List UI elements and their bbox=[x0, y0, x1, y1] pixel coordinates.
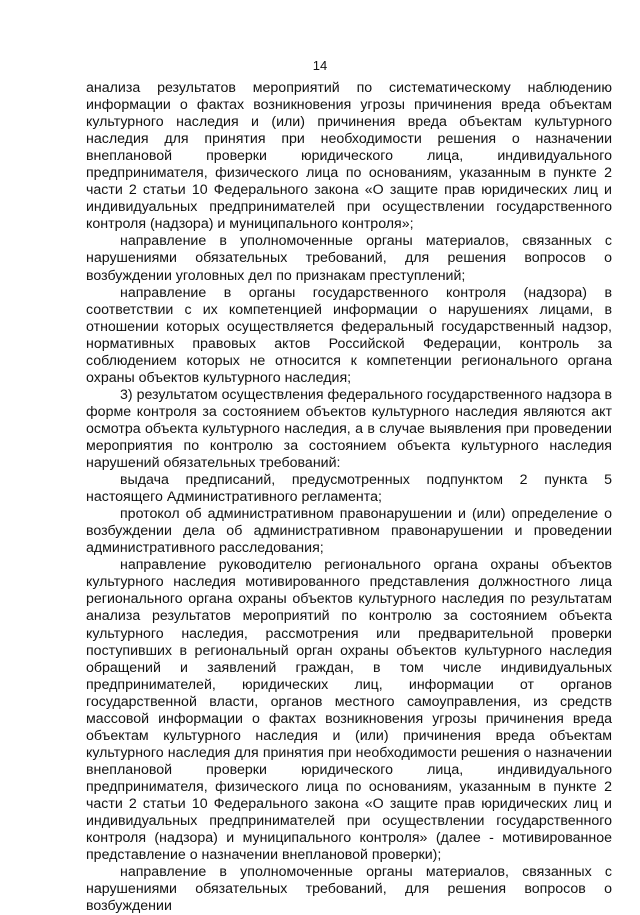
paragraph-3: направление в органы государственного контроля (надзора) в соответствии с их компетенцией информации о нарушениях лицами, в отношении которых осуществляется федеральный государственный надзор, нормативных правовых актов Российской Федерации, контроль за соблюдением которых не относится к компетенции регионального органа охраны объектов культурного наследия; bbox=[86, 284, 612, 386]
paragraph-6: протокол об административном правонарушении и (или) определение о возбуждении дела об административном правонарушении и проведении административного расследования; bbox=[86, 506, 612, 557]
paragraph-2: направление в уполномоченные органы материалов, связанных с нарушениями обязательных требований, для решения вопросов о возбуждении уголовных дел по признакам преступлений; bbox=[86, 233, 612, 284]
paragraph-8: направление в уполномоченные органы материалов, связанных с нарушениями обязательных требований, для решения вопросов о возбуждении bbox=[86, 864, 612, 915]
paragraph-5: выдача предписаний, предусмотренных подпунктом 2 пункта 5 настоящего Административного регламента; bbox=[86, 472, 612, 506]
paragraph-1: анализа результатов мероприятий по систематическому наблюдению информации о фактах возникновения угрозы причинения вреда объектам культурного наследия и (или) причинения вреда объектам культурного наследия для принятия при необходимости решения о назначении внеплановой проверки юридического лица, индивидуального предпринимателя, физического лица по основаниям, указанным в пункте 2 части 2 статьи 10 Федерального закона «О защите прав юридических лиц и индивидуальных предпринимателей при осуществлении государственного контроля (надзора) и муниципального контроля»; bbox=[86, 80, 612, 233]
paragraph-4: 3) результатом осуществления федерального государственного надзора в форме контроля за состоянием объектов культурного наследия являются акт осмотра объекта культурного наследия, а в случае выявления при проведении мероприятия по контролю за состоянием объекта культурного наследия нарушений обязательных требований: bbox=[86, 386, 612, 472]
paragraph-7: направление руководителю регионального органа охраны объектов культурного наследия мотивированного представления должностного лица регионального органа охраны объектов культурного наследия по результатам анализа результатов мероприятий по контролю за состоянием объекта культурного наследия, рассмотрения или предварительной проверки поступивших в региональный орган охраны объектов культурного наследия обращений и заявлений граждан, в том числе индивидуальных предпринимателей, юридических лиц, информации от органов государственной власти, органов местного самоуправления, из средств массовой информации о фактах возникновения угрозы причинения вреда объектам культурного наследия и (или) причинения вреда объектам культурного наследия для принятия при необходимости решения о назначении внеплановой проверки юридического лица, индивидуального предпринимателя, физического лица по основаниям, указанным в пункте 2 части 2 статьи 10 Федерального закона «О защите прав юридических лиц и индивидуальных предпринимателей при осуществлении государственного контроля (надзора) и муниципального контроля» (далее - мотивированное представление о назначении внеплановой проверки); bbox=[86, 557, 612, 864]
document-body bbox=[86, 80, 612, 915]
page-number: 14 bbox=[312, 58, 328, 73]
